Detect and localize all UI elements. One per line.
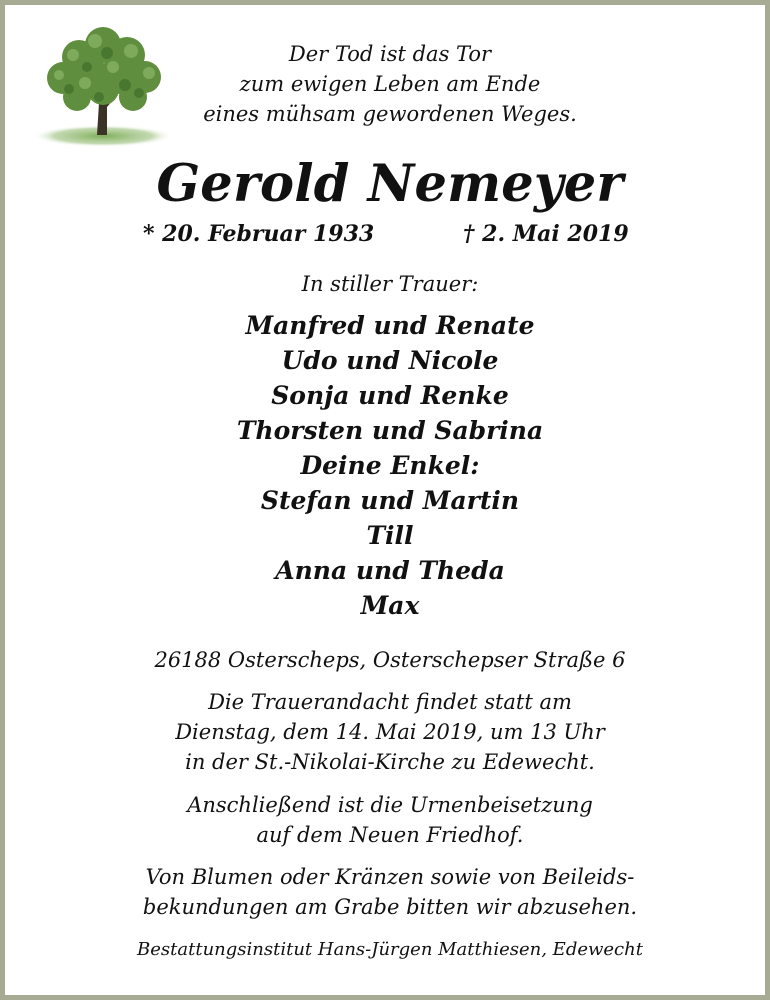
service-line: Die Trauerandacht findet statt am [208, 690, 572, 714]
death-date: † 2. Mai 2019 [463, 221, 629, 247]
service-info [5, 687, 770, 777]
family-entry: Sonja und Renke [271, 381, 509, 410]
motto-line: Der Tod ist das Tor [288, 42, 492, 66]
burial-line: Anschließend ist die Urnenbeisetzung [187, 793, 593, 817]
family-entry: Thorsten und Sabrina [236, 416, 544, 445]
service-line: Dienstag, dem 14. Mai 2019, um 13 Uhr [175, 720, 605, 744]
motto [155, 39, 625, 129]
flowers-line: Von Blumen oder Kränzen sowie von Beileids- [145, 865, 635, 889]
family-entry: Max [360, 591, 420, 620]
family-entry: Deine Enkel: [300, 451, 480, 480]
motto-line: eines mühsam gewordenen Weges. [203, 102, 577, 126]
address [5, 645, 770, 675]
family-entry: Stefan und Martin [260, 486, 520, 515]
motto-line: zum ewigen Leben am Ende [239, 72, 541, 96]
mourning-label: In stiller Trauer: [301, 272, 479, 296]
family-entry: Anna und Theda [275, 556, 505, 585]
birth-date: * 20. Februar 1933 [143, 221, 375, 247]
family-list [5, 308, 770, 623]
flowers-note [5, 862, 770, 922]
service-line: in der St.-Nikolai-Kirche zu Edewecht. [185, 750, 595, 774]
burial-line: auf dem Neuen Friedhof. [256, 823, 524, 847]
flowers-line: bekundungen am Grabe bitten wir abzusehen. [142, 895, 638, 919]
family-entry: Udo und Nicole [281, 346, 499, 375]
undertaker: Bestattungsinstitut Hans-Jürgen Matthiesen, Edewecht [137, 939, 643, 960]
deceased-name: Gerold Nemeyer [156, 154, 624, 214]
family-entry: Manfred und Renate [245, 311, 535, 340]
tree-icon [33, 23, 175, 149]
family-entry: Till [366, 521, 414, 550]
burial-info [5, 790, 770, 850]
address-line: 26188 Osterscheps, Osterschepser Straße 6 [154, 648, 626, 672]
